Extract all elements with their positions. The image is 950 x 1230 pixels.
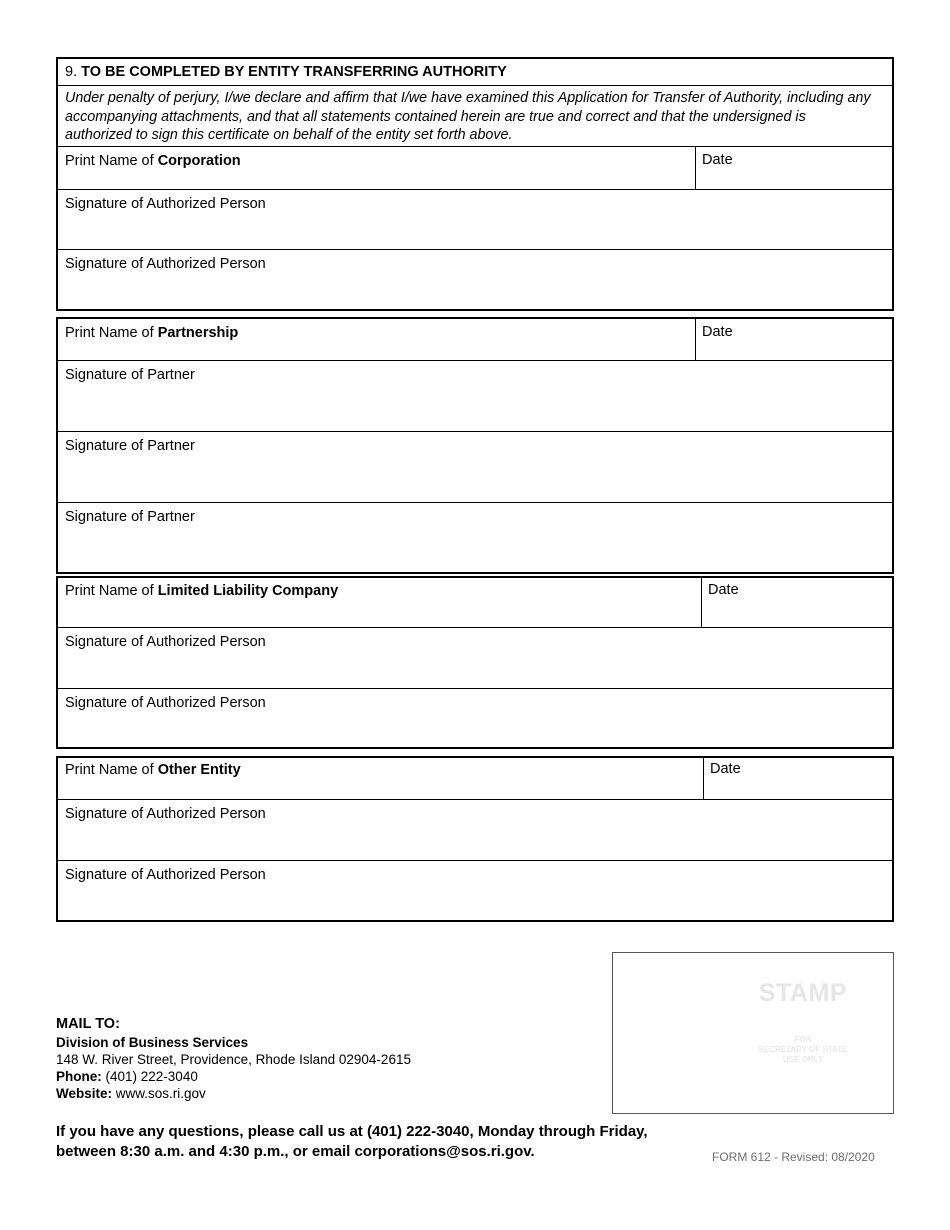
print-name-label: Print Name of xyxy=(65,762,154,778)
entity-type-label: Other Entity xyxy=(157,762,241,778)
print-name-label: Print Name of xyxy=(65,583,154,599)
print-name-label: Print Name of xyxy=(65,325,154,341)
other-entity-signature-1[interactable]: Signature of Authorized Person xyxy=(58,800,892,861)
partnership-signature-2[interactable]: Signature of Partner xyxy=(58,432,892,503)
other-entity-date-field[interactable] xyxy=(703,758,892,799)
website-line: Website: www.sos.ri.gov xyxy=(56,1086,206,1101)
other-entity-block xyxy=(56,756,894,922)
stamp-box xyxy=(612,952,894,1114)
partnership-date-field[interactable] xyxy=(695,319,892,360)
print-name-label: Print Name of xyxy=(65,153,154,169)
mail-to-block xyxy=(56,1016,411,1102)
division-name: Division of Business Services xyxy=(56,1035,249,1050)
date-label: Date xyxy=(702,152,733,168)
partnership-block xyxy=(56,317,894,574)
website-link[interactable]: www.sos.ri.gov xyxy=(115,1086,206,1101)
date-label: Date xyxy=(702,324,733,340)
partnership-signature-3[interactable]: Signature of Partner xyxy=(65,509,195,525)
questions-note: If you have any questions, please call us at (401) 222-3040, Monday through Friday, between 8:30 a.m. and 4:30 p.m., or email corporations@sos.ri.gov. xyxy=(56,1123,648,1160)
entity-type-label: Limited Liability Company xyxy=(157,583,339,599)
date-label: Date xyxy=(708,582,739,598)
mail-to-title: MAIL TO: xyxy=(56,1016,120,1032)
form-id: FORM 612 - Revised: 08/2020 xyxy=(712,1150,875,1164)
llc-name-field[interactable] xyxy=(58,578,892,628)
phone-line: Phone: (401) 222-3040 xyxy=(56,1069,198,1084)
entity-type-label: Corporation xyxy=(157,153,241,169)
stamp-note: FOR SECRETARY OF STATE USE ONLY xyxy=(758,1035,848,1064)
corporation-block xyxy=(56,57,894,311)
date-label: Date xyxy=(710,761,741,777)
section-9-header xyxy=(58,59,892,86)
corporation-date-field[interactable] xyxy=(695,147,892,189)
declaration-text: Under penalty of perjury, I/we declare and affirm that I/we have examined this Application for Transfer of Authority, including any accompanying attachments, and that all statements contained herein are true and correct and that the undersigned is authorized to sign this certificate on behalf of the entity set forth above. xyxy=(65,90,871,143)
other-entity-name-field[interactable] xyxy=(58,758,892,800)
partnership-name-field[interactable] xyxy=(58,319,892,361)
corporation-signature-1[interactable]: Signature of Authorized Person xyxy=(58,190,892,250)
llc-signature-1[interactable]: Signature of Authorized Person xyxy=(58,628,892,689)
corporation-name-field[interactable] xyxy=(58,147,892,190)
llc-date-field[interactable] xyxy=(701,578,892,627)
llc-block xyxy=(56,576,894,749)
partnership-signature-1[interactable]: Signature of Partner xyxy=(58,361,892,432)
mail-address: 148 W. River Street, Providence, Rhode Island 02904-2615 xyxy=(56,1052,411,1067)
stamp-title: STAMP xyxy=(758,979,847,1007)
other-entity-signature-2[interactable]: Signature of Authorized Person xyxy=(65,867,266,883)
corporation-signature-2[interactable]: Signature of Authorized Person xyxy=(65,256,266,272)
entity-type-label: Partnership xyxy=(157,325,239,341)
llc-signature-2[interactable]: Signature of Authorized Person xyxy=(65,695,266,711)
section-9-title: 9. TO BE COMPLETED BY ENTITY TRANSFERRING AUTHORITY xyxy=(65,64,507,80)
declaration xyxy=(58,86,892,147)
